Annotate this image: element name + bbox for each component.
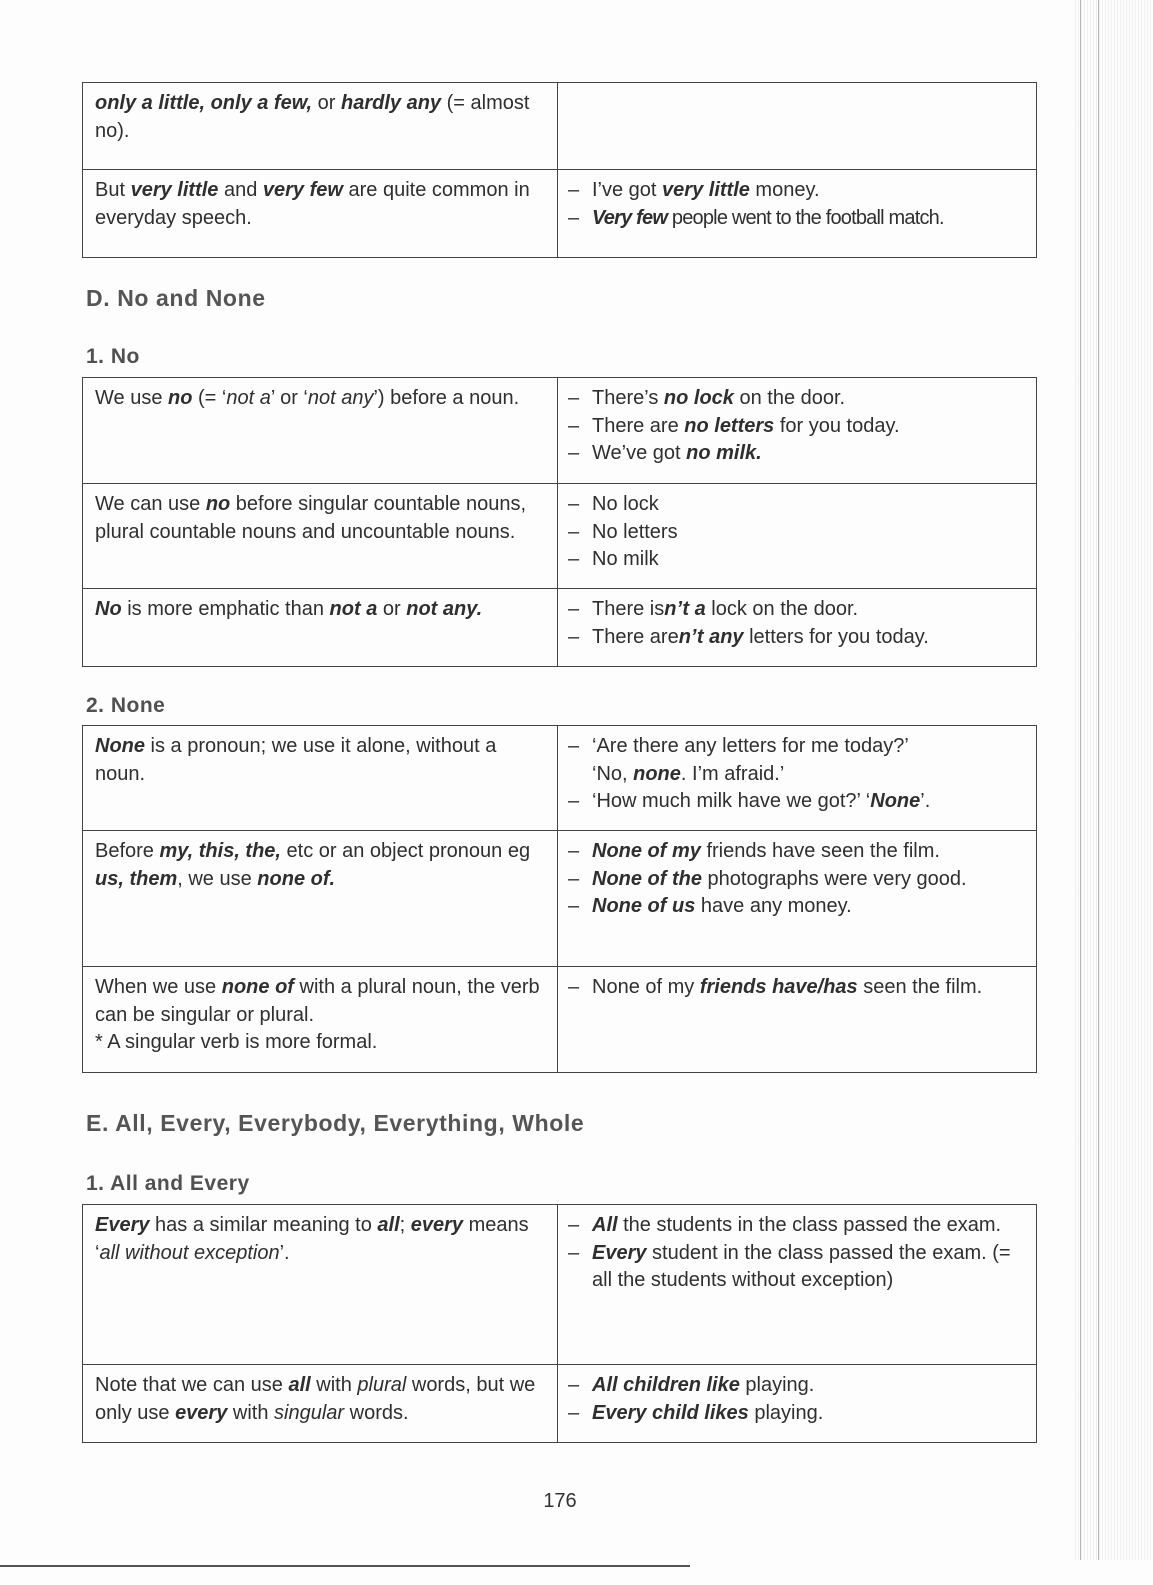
text: ’. xyxy=(920,790,931,812)
term: Every xyxy=(592,1241,647,1264)
page-edge-line xyxy=(1098,0,1099,1560)
rule-cell xyxy=(83,484,558,589)
term: friends have/has xyxy=(699,976,858,998)
dash: – xyxy=(568,895,580,917)
table-row xyxy=(83,726,1037,831)
term: no letters xyxy=(684,414,775,437)
term: not any. xyxy=(406,598,483,620)
term: None of the xyxy=(592,867,702,890)
table-row xyxy=(83,1365,1037,1443)
text: money. xyxy=(749,179,820,201)
text: student in the class passed the exam. (= all the students without exception) xyxy=(592,1241,1011,1291)
italic-term: singular xyxy=(274,1401,345,1424)
italic-term: plural xyxy=(357,1374,407,1396)
example-line xyxy=(568,624,1026,652)
dash: – xyxy=(568,1241,580,1264)
term: no milk. xyxy=(686,442,762,464)
text: . I’m afraid.’ xyxy=(680,762,785,785)
text: We’ve got xyxy=(592,442,687,464)
text: ’) before a noun. xyxy=(373,387,520,409)
rule-cell xyxy=(83,1205,558,1365)
text: etc or an object pronoun eg xyxy=(281,840,531,862)
text: before singular countable nouns, plural countable nouns and uncountable nouns. xyxy=(95,493,527,543)
note: * A singular verb is more formal. xyxy=(95,1031,378,1053)
text: ‘Are there any letters for me today?’ xyxy=(592,735,909,757)
term: Every child likes xyxy=(592,1401,749,1424)
page-edge-texture xyxy=(1075,0,1153,1560)
dash: – xyxy=(568,867,580,890)
text: But xyxy=(95,179,131,201)
term: not a xyxy=(329,598,378,620)
example-line xyxy=(568,519,1026,547)
text: people went to the football match. xyxy=(667,206,944,229)
example-line xyxy=(568,491,1026,519)
text: (= almost no). xyxy=(95,92,530,142)
rule-cell xyxy=(83,1365,558,1443)
rule-cell xyxy=(83,589,558,667)
term: None xyxy=(870,790,921,812)
dash: – xyxy=(568,493,580,515)
table-row xyxy=(83,83,1037,170)
text: have any money. xyxy=(695,895,852,917)
rule-cell xyxy=(83,170,558,258)
dash: – xyxy=(568,1374,580,1396)
term: very little xyxy=(662,179,750,201)
table-row xyxy=(83,170,1037,258)
term: no xyxy=(205,493,231,515)
text: and xyxy=(218,179,263,201)
text: lock on the door. xyxy=(705,598,859,620)
example-cell xyxy=(558,83,1037,170)
section-heading: E. All, Every, Everybody, Everything, Whole xyxy=(86,1110,585,1136)
term: All xyxy=(592,1214,618,1236)
example-line xyxy=(568,596,1026,624)
example-line xyxy=(568,177,1026,205)
text: are quite common in everyday speech. xyxy=(95,179,530,229)
dash: – xyxy=(568,414,580,437)
dash: – xyxy=(568,1401,580,1424)
dash: – xyxy=(568,625,580,648)
dash: – xyxy=(568,840,580,862)
rule-cell xyxy=(83,83,558,170)
text: There’s xyxy=(592,387,664,409)
text: means ‘ xyxy=(95,1214,529,1264)
example-line xyxy=(568,974,1026,1002)
dash: – xyxy=(568,206,579,229)
text: We use xyxy=(95,387,168,409)
text: (= ‘ xyxy=(192,387,227,409)
term: no xyxy=(168,387,193,409)
text: words, but we only use xyxy=(95,1374,536,1424)
example-cell xyxy=(558,1205,1037,1365)
term: none of. xyxy=(257,867,336,890)
term: Very few xyxy=(592,206,668,229)
text: ’. xyxy=(279,1241,290,1264)
subsection-heading: 2. None xyxy=(86,694,166,717)
text: with xyxy=(227,1401,275,1424)
term: very few xyxy=(262,179,343,201)
dash: – xyxy=(568,387,580,409)
example-cell xyxy=(558,378,1037,484)
text: , we use xyxy=(177,867,258,890)
text: the students in the class passed the exam. xyxy=(617,1214,1002,1236)
section-heading: D. No and None xyxy=(86,285,266,311)
example-cell xyxy=(558,726,1037,831)
text: No lock xyxy=(592,493,659,515)
example-cell xyxy=(558,484,1037,589)
italic-term: not a xyxy=(226,387,271,409)
text: There are xyxy=(592,625,679,648)
example-line xyxy=(568,205,1026,233)
text: ‘No, xyxy=(592,762,634,785)
term: All children like xyxy=(592,1374,740,1396)
example-line xyxy=(568,1212,1026,1240)
example-line xyxy=(568,546,1026,574)
text: When we use xyxy=(95,976,222,998)
example-line xyxy=(568,1372,1026,1400)
example-line xyxy=(568,838,1026,866)
example-cell xyxy=(558,967,1037,1073)
term: all xyxy=(377,1214,400,1236)
example-line xyxy=(568,1400,1026,1428)
example-line xyxy=(568,866,1026,894)
italic-term: not any xyxy=(307,387,374,409)
term: none xyxy=(633,762,681,785)
example-cell xyxy=(558,589,1037,667)
rule-cell xyxy=(83,831,558,967)
text: playing. xyxy=(748,1401,824,1424)
rule-cell xyxy=(83,726,558,831)
italic-term: all without exception xyxy=(99,1241,280,1264)
text: I’ve got xyxy=(592,179,663,201)
example-line xyxy=(568,893,1026,921)
example-cell xyxy=(558,1365,1037,1443)
example-line xyxy=(568,1240,1026,1295)
example-cell xyxy=(558,170,1037,258)
table-row xyxy=(83,378,1037,484)
dash: – xyxy=(568,735,580,757)
term: n’t a xyxy=(664,598,706,620)
dash: – xyxy=(568,548,580,570)
term: us, them xyxy=(95,867,178,890)
no-table xyxy=(82,377,1037,667)
text: is a pronoun; we use it alone, without a noun. xyxy=(95,735,497,785)
example-line xyxy=(568,788,1026,816)
text: photographs were very good. xyxy=(702,867,967,890)
text: There is xyxy=(592,598,665,620)
text: ’ or ‘ xyxy=(270,387,308,409)
rule-cell xyxy=(83,967,558,1073)
term: hardly any xyxy=(341,92,442,114)
term: Every xyxy=(95,1214,150,1236)
none-table xyxy=(82,725,1037,1073)
subsection-heading: 1. No xyxy=(86,345,140,368)
text: There are xyxy=(592,414,685,437)
dash: – xyxy=(568,976,580,998)
text: for you today. xyxy=(774,414,900,437)
text: ‘How much milk have we got?’ ‘ xyxy=(592,790,871,812)
text: playing. xyxy=(739,1374,815,1396)
example-line xyxy=(568,413,1026,441)
term: n’t any xyxy=(678,625,744,648)
dash: – xyxy=(568,598,580,620)
text: No letters xyxy=(592,520,678,543)
text: None of my xyxy=(592,976,700,998)
text: ; xyxy=(399,1214,411,1236)
intro-table xyxy=(82,82,1037,258)
example-line xyxy=(568,440,1026,468)
term: my, this, the, xyxy=(159,840,281,862)
example-line xyxy=(568,385,1026,413)
dash: – xyxy=(568,790,580,812)
text: We can use xyxy=(95,493,206,515)
example-cell xyxy=(558,831,1037,967)
text: No milk xyxy=(592,548,659,570)
term: only a little, only a few, xyxy=(95,92,313,114)
text: or xyxy=(312,92,341,114)
text: on the door. xyxy=(733,387,846,409)
dash: – xyxy=(568,179,580,201)
text: friends have seen the film. xyxy=(700,840,940,862)
term: none of xyxy=(221,976,294,998)
dash: – xyxy=(568,442,580,464)
dash: – xyxy=(568,520,580,543)
term: every xyxy=(410,1214,464,1236)
rule-cell xyxy=(83,378,558,484)
term: None xyxy=(95,735,145,757)
text: or xyxy=(377,598,407,620)
dash: – xyxy=(568,1214,580,1236)
subsection-heading: 1. All and Every xyxy=(86,1172,250,1195)
text: Before xyxy=(95,840,160,862)
page-edge-line xyxy=(1080,0,1081,1560)
table-row xyxy=(83,484,1037,589)
term: very little xyxy=(130,179,219,201)
term: no lock xyxy=(663,387,734,409)
table-row xyxy=(83,589,1037,667)
example-line xyxy=(568,733,1026,788)
table-row xyxy=(83,1205,1037,1365)
text: words. xyxy=(344,1401,409,1424)
text: Note that we can use xyxy=(95,1374,289,1396)
term: None of my xyxy=(592,840,701,862)
page-number: 176 xyxy=(543,1490,577,1512)
text: is more emphatic than xyxy=(121,598,330,620)
bottom-rule xyxy=(0,1565,690,1567)
term: every xyxy=(175,1401,228,1424)
text: with xyxy=(310,1374,358,1396)
term: None of us xyxy=(592,895,696,917)
text: has a similar meaning to xyxy=(149,1214,378,1236)
text: seen the film. xyxy=(857,976,983,998)
table-row xyxy=(83,967,1037,1073)
table-row xyxy=(83,831,1037,967)
all-every-table xyxy=(82,1204,1037,1443)
text: letters for you today. xyxy=(743,625,929,648)
term: all xyxy=(288,1374,311,1396)
term: No xyxy=(95,598,122,620)
text: with a plural noun, the verb can be singular or plural. xyxy=(95,976,540,1026)
